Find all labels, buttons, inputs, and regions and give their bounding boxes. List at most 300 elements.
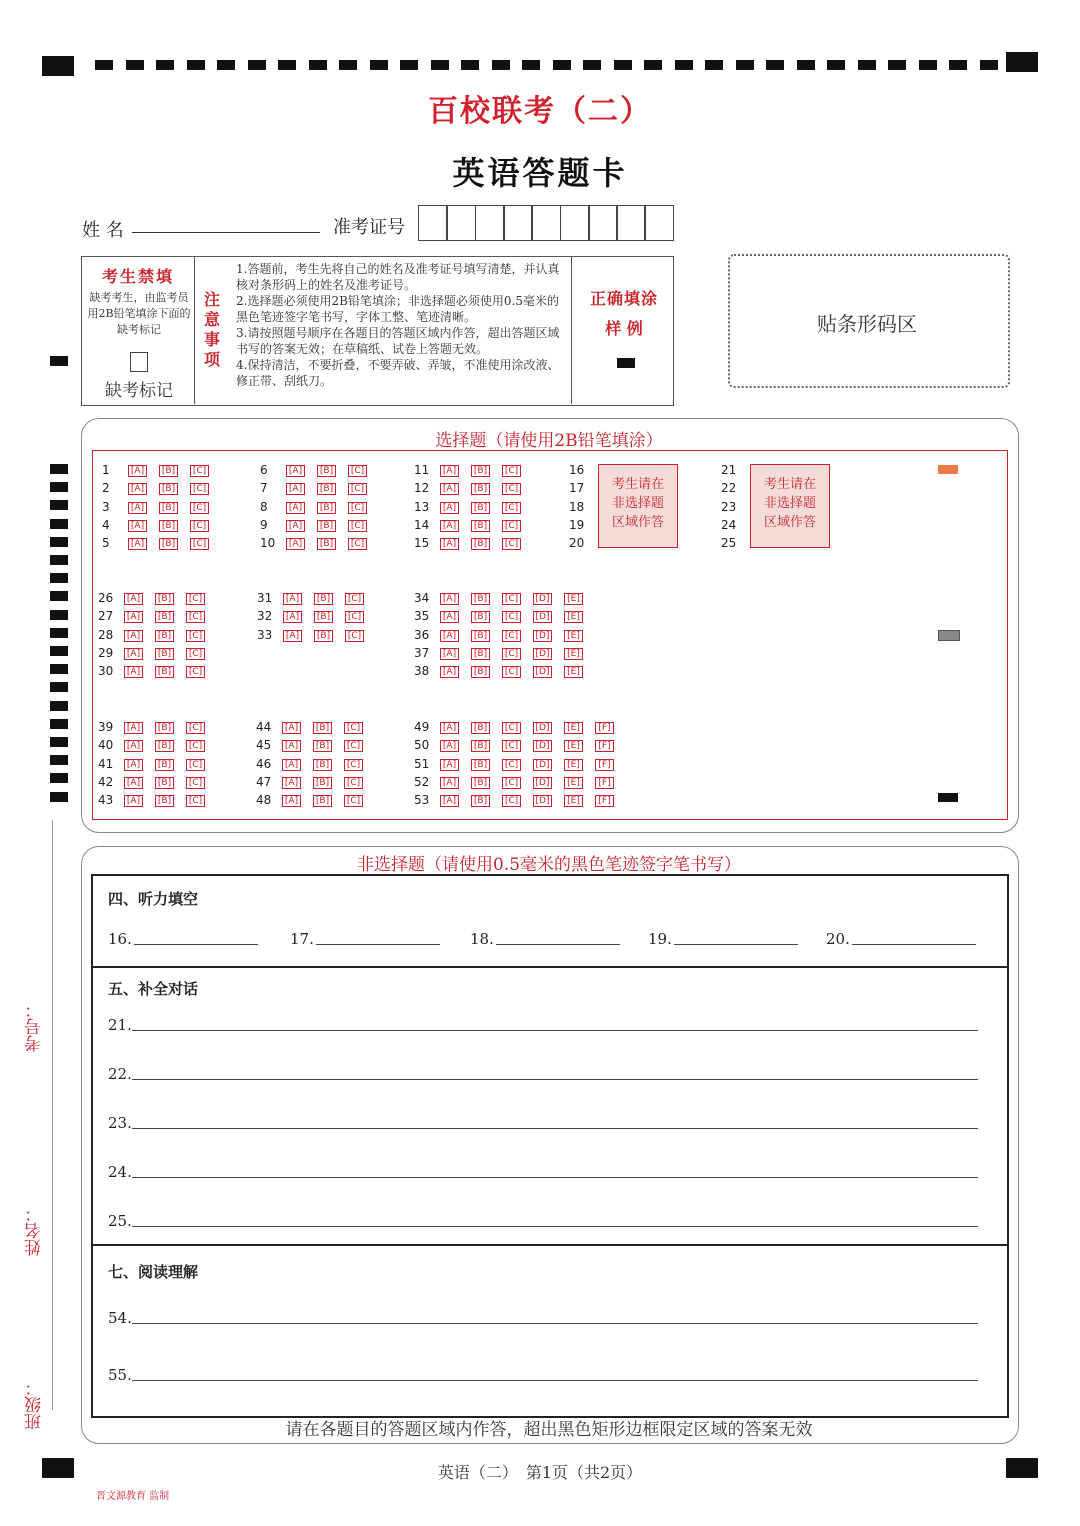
option-bubble[interactable]: [C] (502, 795, 521, 807)
option-bubble[interactable]: [B] (314, 611, 333, 623)
option-bubble[interactable]: [C] (186, 593, 205, 605)
option-bubble[interactable]: [B] (471, 722, 490, 734)
option-bubble[interactable]: [A] (440, 777, 459, 789)
timing-mark (553, 60, 571, 70)
option-bubble[interactable]: [B] (313, 722, 332, 734)
option-bubble[interactable]: [C] (348, 502, 367, 514)
option-bubble[interactable]: [C] (502, 483, 521, 495)
question-number: 53 (414, 793, 430, 808)
answer-line[interactable] (134, 944, 258, 945)
question-number: 14 (414, 517, 430, 532)
option-bubble[interactable]: [E] (564, 777, 583, 789)
gray-mark (938, 630, 960, 641)
option-bubble[interactable]: [C] (348, 483, 367, 495)
option-bubble[interactable]: [E] (564, 759, 583, 771)
side-label-xingming: 姓名： (22, 1196, 52, 1256)
question-number: 30 (98, 664, 114, 679)
option-bubble[interactable]: [A] (124, 593, 143, 605)
option-bubble[interactable]: [B] (155, 611, 174, 623)
option-bubble[interactable]: [A] (283, 630, 302, 642)
timing-mark (50, 719, 68, 729)
option-bubble[interactable]: [B] (155, 666, 174, 678)
option-bubble[interactable]: [C] (502, 502, 521, 514)
section-divider-1 (91, 966, 1009, 968)
question-number: 40 (98, 738, 114, 753)
question-number: 17 (569, 481, 585, 496)
answer-line[interactable] (132, 1030, 978, 1031)
note-line: 区域作答 (611, 515, 664, 530)
question-number: 15 (414, 536, 430, 551)
option-bubble[interactable]: [C] (186, 648, 205, 660)
question-number: 37 (414, 645, 430, 660)
id-digit-box[interactable] (503, 205, 533, 241)
option-bubble[interactable]: [C] (344, 759, 363, 771)
option-bubble[interactable]: [D] (533, 722, 552, 734)
option-bubble[interactable]: [D] (533, 740, 552, 752)
option-bubble[interactable]: [A] (282, 740, 301, 752)
timing-mark (50, 464, 68, 474)
timing-mark (644, 60, 662, 70)
timing-mark (278, 60, 296, 70)
option-bubble[interactable]: [F] (595, 795, 614, 807)
note-4: 4.保持清洁，不要折叠，不要弄破、弄皱，不准使用涂改液、修正带、刮纸刀。 (236, 358, 560, 388)
option-bubble[interactable]: [E] (564, 795, 583, 807)
note-line: 考生请在 (611, 477, 664, 492)
option-bubble[interactable]: [B] (471, 465, 490, 477)
answer-number: 22. (108, 1065, 132, 1083)
timing-mark (400, 60, 418, 70)
option-bubble[interactable]: [F] (595, 740, 614, 752)
option-bubble[interactable]: [D] (533, 759, 552, 771)
question-number: 38 (414, 664, 430, 679)
answer-number: 21. (108, 1016, 132, 1034)
option-bubble[interactable]: [B] (159, 483, 178, 495)
timing-mark (248, 60, 266, 70)
option-bubble[interactable]: [B] (471, 795, 490, 807)
option-bubble[interactable]: [E] (564, 648, 583, 660)
question-number: 19 (569, 517, 585, 532)
option-bubble[interactable]: [B] (471, 593, 490, 605)
option-bubble[interactable]: [B] (155, 759, 174, 771)
question-number: 35 (414, 609, 430, 624)
section-7-title: 七、阅读理解 (108, 1263, 199, 1281)
question-number: 4 (102, 517, 110, 532)
note-1: 1.答题前，考生先将自己的姓名及准考证号填写清楚，并认真核对条形码上的姓名及准考证号。 (236, 262, 560, 292)
corner-mark-top-left (42, 56, 74, 76)
option-bubble[interactable]: [C] (502, 740, 521, 752)
question-number: 22 (721, 481, 737, 496)
option-bubble[interactable]: [B] (155, 740, 174, 752)
option-bubble[interactable]: [B] (159, 520, 178, 532)
option-bubble[interactable]: [C] (502, 465, 521, 477)
timing-mark (431, 60, 449, 70)
option-bubble[interactable]: [B] (471, 483, 490, 495)
answer-line[interactable] (132, 1128, 978, 1129)
option-bubble[interactable]: [A] (128, 483, 147, 495)
timing-mark (50, 500, 68, 510)
option-bubble[interactable]: [A] (440, 648, 459, 660)
question-number: 32 (257, 609, 273, 624)
timing-mark (50, 610, 68, 620)
option-bubble[interactable]: [A] (286, 465, 305, 477)
answer-number: 23. (108, 1114, 132, 1132)
name-field[interactable] (132, 232, 320, 233)
id-digit-box[interactable] (588, 205, 618, 241)
timing-mark (126, 60, 144, 70)
option-bubble[interactable]: [B] (313, 759, 332, 771)
question-number: 25 (721, 536, 737, 551)
timing-mark (797, 60, 815, 70)
option-bubble[interactable]: [A] (440, 465, 459, 477)
answer-number: 55. (108, 1366, 132, 1384)
credit: 晋文源教育 监制 (96, 1491, 170, 1502)
option-bubble[interactable]: [B] (314, 593, 333, 605)
timing-mark (888, 60, 906, 70)
option-bubble[interactable]: [A] (286, 483, 305, 495)
option-bubble[interactable]: [F] (595, 759, 614, 771)
answer-number: 17. (290, 930, 314, 948)
option-bubble[interactable]: [A] (440, 759, 459, 771)
nonchoice-frame (91, 874, 1009, 1418)
forbidden-title: 考生禁填 (101, 267, 174, 286)
question-number: 3 (102, 499, 110, 514)
timing-mark (50, 482, 68, 492)
option-bubble[interactable]: [D] (533, 611, 552, 623)
option-bubble[interactable]: [C] (348, 520, 367, 532)
option-bubble[interactable]: [B] (471, 502, 490, 514)
option-bubble[interactable]: [A] (124, 759, 143, 771)
timing-mark (766, 60, 784, 70)
option-bubble[interactable]: [B] (471, 520, 490, 532)
corner-mark-top-right (1006, 52, 1038, 72)
option-bubble[interactable]: [A] (286, 520, 305, 532)
option-bubble[interactable]: [A] (124, 740, 143, 752)
option-bubble[interactable]: [C] (190, 465, 209, 477)
option-bubble[interactable]: [A] (286, 538, 305, 550)
question-number: 8 (260, 499, 268, 514)
question-number: 28 (98, 627, 114, 642)
option-bubble[interactable]: [C] (502, 777, 521, 789)
option-bubble[interactable]: [B] (313, 777, 332, 789)
answer-line[interactable] (132, 1079, 978, 1080)
option-bubble[interactable]: [C] (190, 538, 209, 550)
option-bubble[interactable]: [C] (186, 666, 205, 678)
option-bubble[interactable]: [C] (190, 483, 209, 495)
option-bubble[interactable]: [B] (471, 630, 490, 642)
question-number: 11 (414, 463, 430, 477)
option-bubble[interactable]: [C] (344, 795, 363, 807)
sample-subtitle: 样 例 (605, 319, 643, 338)
timing-mark (50, 773, 68, 783)
answer-line[interactable] (132, 1323, 978, 1324)
option-bubble[interactable]: [C] (186, 722, 205, 734)
id-digit-box[interactable] (446, 205, 476, 241)
option-bubble[interactable]: [E] (564, 611, 583, 623)
timing-mark (736, 60, 754, 70)
absent-mark-box[interactable] (130, 352, 148, 372)
answer-number: 25. (108, 1212, 132, 1230)
option-bubble[interactable]: [A] (440, 795, 459, 807)
question-number: 33 (257, 627, 273, 642)
option-bubble[interactable]: [A] (440, 611, 459, 623)
option-bubble[interactable]: [B] (159, 465, 178, 477)
option-bubble[interactable]: [C] (344, 722, 363, 734)
question-number: 20 (569, 536, 585, 551)
note-line: 区域作答 (763, 515, 816, 530)
answer-number: 16. (108, 930, 132, 948)
option-bubble[interactable]: [A] (124, 611, 143, 623)
page-footer: 英语（二） 第1页（共2页） (437, 1463, 643, 1482)
timing-mark (370, 60, 388, 70)
answer-line[interactable] (496, 944, 620, 945)
id-digit-box[interactable] (418, 205, 448, 241)
question-number: 48 (256, 793, 272, 808)
timing-mark (675, 60, 693, 70)
option-bubble[interactable]: [C] (190, 502, 209, 514)
option-bubble[interactable]: [C] (502, 538, 521, 550)
option-bubble[interactable]: [C] (345, 611, 364, 623)
option-bubble[interactable]: [A] (124, 666, 143, 678)
note-line: 非选择题 (763, 496, 816, 511)
option-bubble[interactable]: [C] (344, 740, 363, 752)
timing-mark (50, 737, 68, 747)
option-bubble[interactable]: [D] (533, 666, 552, 678)
option-bubble[interactable]: [B] (317, 502, 336, 514)
section-divider-2 (91, 1244, 1009, 1246)
timing-mark (492, 60, 510, 70)
timing-mark (156, 60, 174, 70)
answer-line[interactable] (674, 944, 798, 945)
id-digit-box[interactable] (616, 205, 646, 241)
option-bubble[interactable]: [F] (595, 777, 614, 789)
option-bubble[interactable]: [C] (502, 759, 521, 771)
option-bubble[interactable]: [B] (471, 538, 490, 550)
option-bubble[interactable]: [A] (124, 795, 143, 807)
id-label: 准考证号 (333, 217, 405, 238)
id-digit-box[interactable] (475, 205, 505, 241)
option-bubble[interactable]: [B] (159, 538, 178, 550)
answer-line[interactable] (852, 944, 976, 945)
option-bubble[interactable]: [B] (471, 777, 490, 789)
option-bubble[interactable]: [C] (186, 777, 205, 789)
option-bubble[interactable]: [B] (317, 465, 336, 477)
choice-title: 选择题（请使用2B铅笔填涂） (435, 431, 663, 451)
option-bubble[interactable]: [B] (471, 759, 490, 771)
question-number: 36 (414, 627, 430, 642)
question-number: 34 (414, 591, 430, 605)
timing-mark (461, 60, 479, 70)
exam-title: 百校联考（二） (428, 94, 652, 129)
option-bubble[interactable]: [A] (440, 502, 459, 514)
notes-label: 注意事项 (204, 290, 221, 369)
option-bubble[interactable]: [B] (471, 611, 490, 623)
nonchoice-title: 非选择题（请使用0.5毫米的黑色笔迹签字笔书写） (356, 855, 742, 875)
option-bubble[interactable]: [B] (314, 630, 333, 642)
option-bubble[interactable]: [C] (502, 520, 521, 532)
option-bubble[interactable]: [C] (345, 630, 364, 642)
option-bubble[interactable]: [C] (502, 722, 521, 734)
question-number: 43 (98, 793, 114, 808)
option-bubble[interactable]: [B] (313, 795, 332, 807)
question-number: 47 (256, 774, 272, 789)
nonchoice-note-1 (598, 464, 678, 548)
note-line: 考生请在 (763, 477, 816, 492)
answer-number: 24. (108, 1163, 132, 1181)
option-bubble[interactable]: [C] (186, 630, 205, 642)
option-bubble[interactable]: [B] (317, 483, 336, 495)
option-bubble[interactable]: [A] (440, 630, 459, 642)
option-bubble[interactable]: [B] (159, 502, 178, 514)
timing-mark (583, 60, 601, 70)
timing-mark (50, 573, 68, 583)
option-bubble[interactable]: [B] (155, 630, 174, 642)
option-bubble[interactable]: [A] (282, 759, 301, 771)
timing-mark (50, 682, 68, 692)
option-bubble[interactable]: [B] (317, 520, 336, 532)
option-bubble[interactable]: [C] (502, 630, 521, 642)
timing-mark (187, 60, 205, 70)
option-bubble[interactable]: [A] (440, 666, 459, 678)
option-bubble[interactable]: [A] (283, 593, 302, 605)
option-bubble[interactable]: [E] (564, 593, 583, 605)
id-digit-box[interactable] (531, 205, 561, 241)
section-4-title: 四、听力填空 (108, 890, 199, 908)
option-bubble[interactable]: [B] (471, 666, 490, 678)
timing-mark (50, 755, 68, 765)
timing-mark (50, 591, 68, 601)
option-bubble[interactable]: [C] (348, 465, 367, 477)
option-bubble[interactable]: [C] (186, 740, 205, 752)
option-bubble[interactable]: [C] (186, 795, 205, 807)
option-bubble[interactable]: [F] (595, 722, 614, 734)
nonchoice-note-2 (750, 464, 830, 548)
question-number: 7 (260, 481, 268, 496)
option-bubble[interactable]: [A] (282, 722, 301, 734)
question-number: 18 (569, 499, 585, 514)
question-number: 16 (569, 463, 585, 477)
option-bubble[interactable]: [A] (440, 740, 459, 752)
option-bubble[interactable]: [B] (313, 740, 332, 752)
option-bubble[interactable]: [A] (440, 722, 459, 734)
option-bubble[interactable]: [C] (186, 611, 205, 623)
option-bubble[interactable]: [E] (564, 630, 583, 642)
timing-mark (827, 60, 845, 70)
question-number: 12 (414, 481, 430, 496)
option-bubble[interactable]: [C] (502, 611, 521, 623)
barcode-label: 贴条形码区 (817, 312, 917, 336)
timing-mark (50, 519, 68, 529)
question-number: 24 (721, 517, 737, 532)
answer-line[interactable] (132, 1177, 978, 1178)
option-bubble[interactable]: [C] (190, 520, 209, 532)
question-number: 26 (98, 591, 114, 605)
option-bubble[interactable]: [A] (286, 502, 305, 514)
timing-mark (50, 646, 68, 656)
answer-line[interactable] (132, 1226, 978, 1227)
side-mark-info (50, 356, 68, 366)
question-number: 44 (256, 720, 272, 734)
answer-number: 20. (826, 930, 850, 948)
option-bubble[interactable]: [C] (344, 777, 363, 789)
timing-mark (309, 60, 327, 70)
timing-mark (980, 60, 998, 70)
option-bubble[interactable]: [B] (155, 648, 174, 660)
option-bubble[interactable]: [D] (533, 777, 552, 789)
black-mark (938, 793, 958, 802)
forbidden-text: 缺考考生，由监考员用2B铅笔填涂下面的缺考标记 (87, 291, 191, 336)
option-bubble[interactable]: [E] (564, 666, 583, 678)
id-digit-box[interactable] (644, 205, 674, 241)
option-bubble[interactable]: [C] (186, 759, 205, 771)
option-bubble[interactable]: [A] (124, 648, 143, 660)
option-bubble[interactable]: [A] (440, 538, 459, 550)
option-bubble[interactable]: [A] (440, 520, 459, 532)
timing-mark (705, 60, 723, 70)
timing-mark (50, 792, 68, 802)
timing-mark (614, 60, 632, 70)
notes-list (236, 261, 566, 389)
option-bubble[interactable]: [C] (345, 593, 364, 605)
side-line (52, 820, 53, 1410)
question-number: 5 (102, 536, 110, 551)
option-bubble[interactable]: [E] (564, 722, 583, 734)
option-bubble[interactable]: [B] (155, 593, 174, 605)
info-divider-1 (194, 256, 195, 404)
id-digit-box[interactable] (560, 205, 590, 241)
option-bubble[interactable]: [A] (128, 520, 147, 532)
option-bubble[interactable]: [A] (282, 795, 301, 807)
option-bubble[interactable]: [A] (282, 777, 301, 789)
option-bubble[interactable]: [A] (440, 483, 459, 495)
option-bubble[interactable]: [B] (155, 777, 174, 789)
option-bubble[interactable]: [C] (348, 538, 367, 550)
option-bubble[interactable]: [D] (533, 630, 552, 642)
question-number: 1 (102, 463, 110, 477)
option-bubble[interactable]: [E] (564, 740, 583, 752)
option-bubble[interactable]: [A] (124, 630, 143, 642)
option-bubble[interactable]: [A] (440, 593, 459, 605)
question-number: 10 (260, 536, 276, 551)
option-bubble[interactable]: [C] (502, 648, 521, 660)
sample-title: 正确填涂 (589, 289, 658, 308)
option-bubble[interactable]: [A] (283, 611, 302, 623)
option-bubble[interactable]: [A] (124, 722, 143, 734)
answer-line[interactable] (316, 944, 440, 945)
answer-number: 18. (470, 930, 494, 948)
orange-mark (938, 465, 958, 474)
answer-number: 54. (108, 1309, 132, 1327)
option-bubble[interactable]: [D] (533, 795, 552, 807)
option-bubble[interactable]: [D] (533, 648, 552, 660)
option-bubble[interactable]: [D] (533, 593, 552, 605)
info-divider-2 (571, 256, 572, 404)
option-bubble[interactable]: [A] (128, 502, 147, 514)
option-bubble[interactable]: [C] (502, 666, 521, 678)
option-bubble[interactable]: [B] (317, 538, 336, 550)
option-bubble[interactable]: [B] (471, 740, 490, 752)
option-bubble[interactable]: [C] (502, 593, 521, 605)
answer-line[interactable] (132, 1380, 978, 1381)
name-label: 姓 名 (82, 220, 124, 241)
option-bubble[interactable]: [A] (128, 538, 147, 550)
option-bubble[interactable]: [B] (155, 722, 174, 734)
question-number: 9 (260, 517, 268, 532)
question-number: 2 (102, 481, 110, 496)
option-bubble[interactable]: [A] (124, 777, 143, 789)
option-bubble[interactable]: [B] (471, 648, 490, 660)
option-bubble[interactable]: [A] (128, 465, 147, 477)
option-bubble[interactable]: [B] (155, 795, 174, 807)
